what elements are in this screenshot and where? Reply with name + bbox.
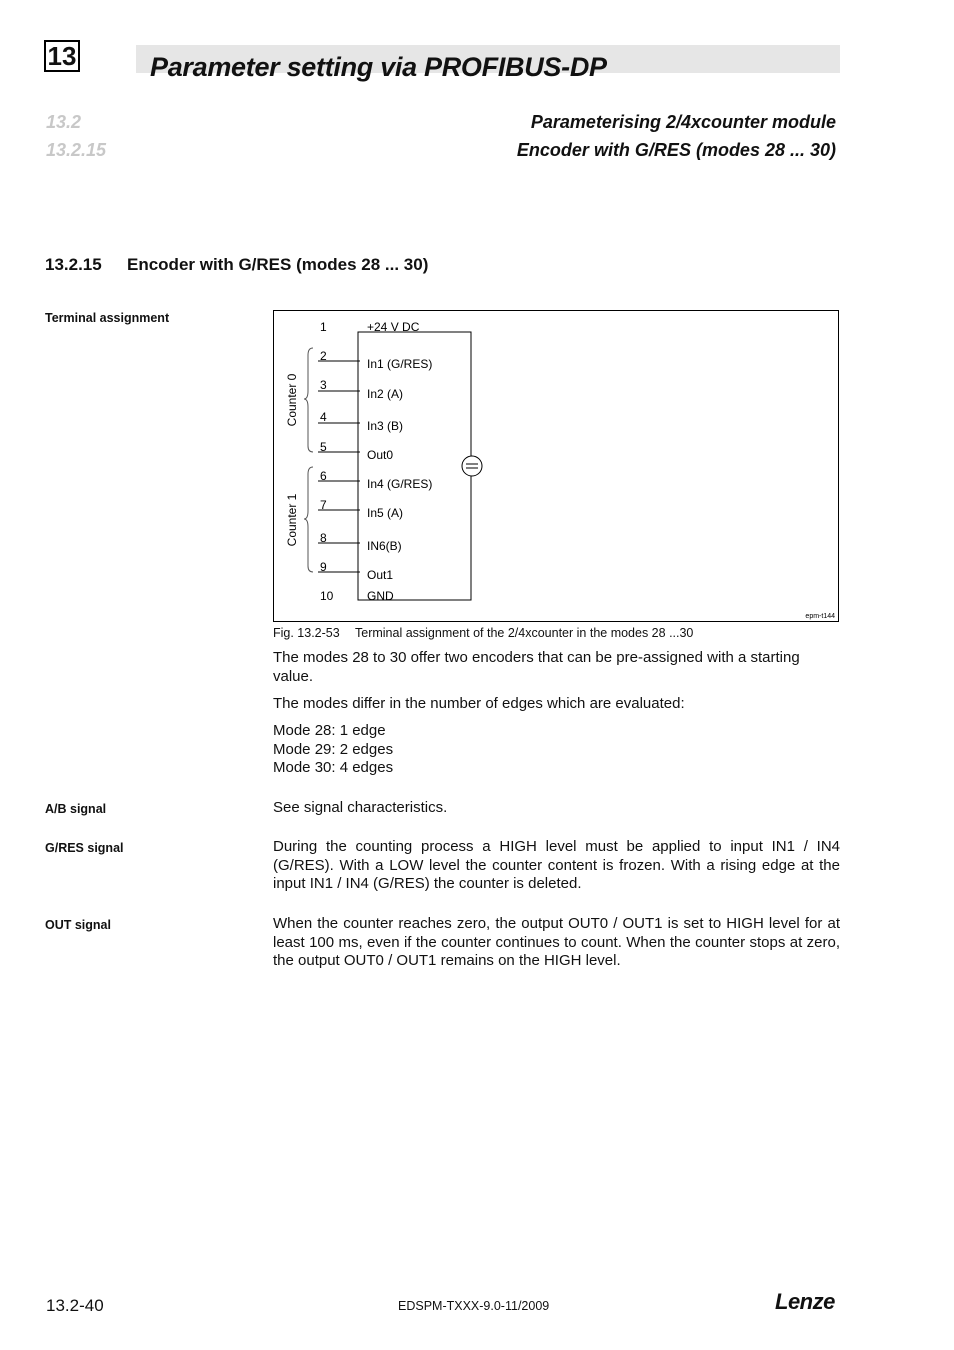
counter1-brace xyxy=(304,467,313,572)
pin-number: 3 xyxy=(320,378,327,392)
section-number: 13.2 xyxy=(46,112,82,132)
pin-label: In2 (A) xyxy=(367,387,404,401)
pin-number: 8 xyxy=(320,531,327,545)
figure-caption xyxy=(273,626,693,640)
out-signal-text: When the counter reaches zero, the output OUT0 / OUT1 is set to HIGH level for at least 100 ms, even if the counter continues to count. When the counter stops at zero, the output OUT0 / OUT1 remains on the HIGH level. xyxy=(273,915,840,969)
section-title: Parameterising 2/4xcounter module xyxy=(530,112,836,132)
modes-list xyxy=(273,722,840,778)
page-number: 13.2-40 xyxy=(46,1296,104,1315)
subsection-title: Encoder with G/RES (modes 28 ... 30) xyxy=(516,140,836,160)
pin-number: 4 xyxy=(320,410,327,424)
label-ab-signal: A/B signal xyxy=(45,802,107,816)
gres-signal-text: During the counting process a HIGH level must be applied to input IN1 / IN4 (G/RES). With a LOW level the counter content is frozen. With a rising edge at the input IN1 / IN4 (G/RES) the counter is deleted. xyxy=(273,838,840,892)
intro-paragraph: The modes 28 to 30 offer two encoders that can be pre-assigned with a starting value. xyxy=(273,649,800,685)
pin-label: +24 V DC xyxy=(367,320,420,334)
pin-number: 9 xyxy=(320,560,327,574)
label-gres-signal: G/RES signal xyxy=(45,841,124,855)
pin-label: In1 (G/RES) xyxy=(367,357,433,371)
pin-label: In3 (B) xyxy=(367,419,404,433)
pin-label: GND xyxy=(367,589,394,603)
terminal-diagram-figure xyxy=(273,310,839,622)
pin-number: 7 xyxy=(320,498,327,512)
document-id: EDSPM-TXXX-9.0-11/2009 xyxy=(398,1299,550,1313)
section-heading-number: 13.2.15 xyxy=(45,255,102,274)
pin-number: 10 xyxy=(320,589,334,603)
counter0-brace xyxy=(304,348,313,452)
label-out-signal: OUT signal xyxy=(45,918,111,932)
terminal-diagram xyxy=(274,311,840,623)
pin-label: IN6(B) xyxy=(367,539,402,553)
lenze-logo: Lenze xyxy=(775,1289,835,1314)
counter0-label: Counter 0 xyxy=(285,373,299,427)
counter1-label: Counter 1 xyxy=(285,493,299,547)
mode-item: Mode 29: 2 edges xyxy=(273,740,394,758)
figure-caption-label: Fig. 13.2-53 xyxy=(273,626,340,640)
pin-label: Out0 xyxy=(367,448,394,462)
mode-item: Mode 28: 1 edge xyxy=(273,722,386,739)
ab-signal-text: See signal characteristics. xyxy=(273,799,448,816)
terminal-block xyxy=(358,332,471,600)
page-title: Parameter setting via PROFIBUS-DP xyxy=(150,52,607,82)
pin-label: Out1 xyxy=(367,568,394,582)
pin-label: In5 (A) xyxy=(367,506,404,520)
pin-label: In4 (G/RES) xyxy=(367,477,433,491)
figure-caption-text: Terminal assignment of the 2/4xcounter in the modes 28 ...30 xyxy=(355,626,694,640)
figure-reference: epm-t144 xyxy=(805,613,835,620)
pin-number: 2 xyxy=(320,349,327,363)
pin-number: 1 xyxy=(320,320,327,334)
label-terminal-assignment: Terminal assignment xyxy=(45,311,170,325)
subsection-number: 13.2.15 xyxy=(46,140,107,160)
shield-ground-icon xyxy=(462,456,482,476)
pin-number: 5 xyxy=(320,440,327,454)
section-heading-text: Encoder with G/RES (modes 28 ... 30) xyxy=(127,255,429,274)
mode-item: Mode 30: 4 edges xyxy=(273,759,394,776)
section-heading xyxy=(45,255,428,275)
pin-number: 6 xyxy=(320,469,327,483)
differ-paragraph: The modes differ in the number of edges which are evaluated: xyxy=(273,695,685,712)
chapter-number: 13 xyxy=(44,40,80,72)
